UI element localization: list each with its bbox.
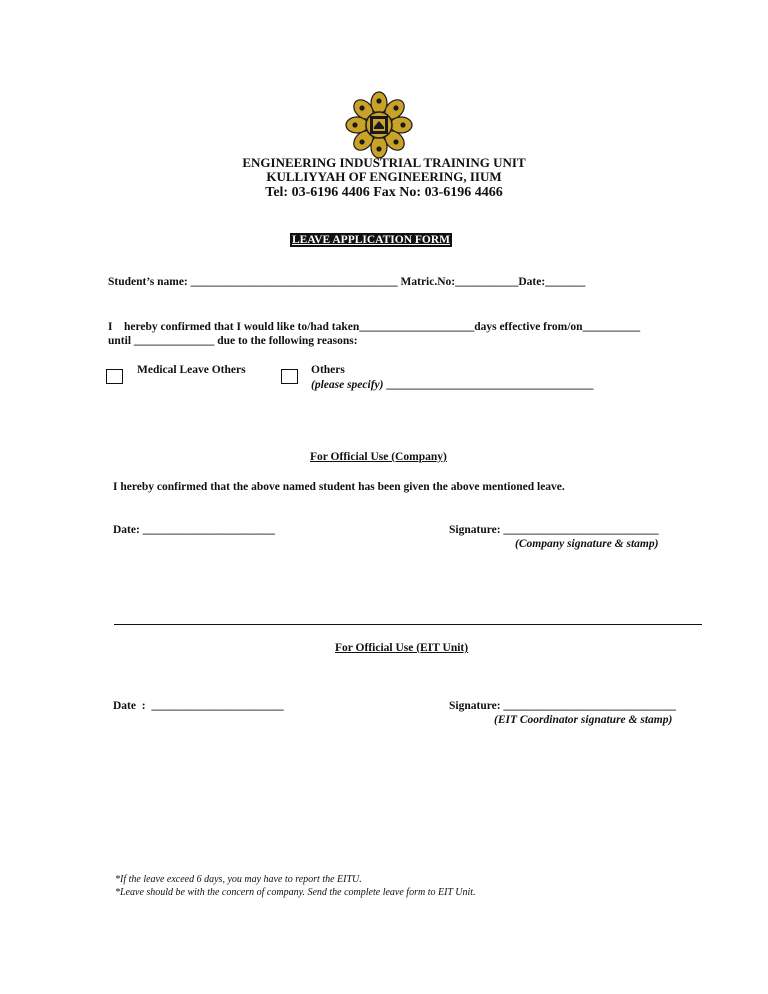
- specify-blank[interactable]: ____________________________________: [383, 379, 594, 391]
- company-date-field[interactable]: Date: _______________________: [113, 524, 275, 536]
- faculty-name: KULLIYYAH OF ENGINEERING, IIUM: [266, 169, 502, 184]
- company-statement: I hereby confirmed that the above named student has been given the above mentioned leave.: [113, 481, 565, 493]
- eit-date-field[interactable]: Date : _______________________: [113, 700, 284, 712]
- iium-logo: [344, 90, 414, 160]
- others-label: Others: [311, 364, 345, 376]
- section-divider: [114, 624, 702, 625]
- unit-name: ENGINEERING INDUSTRIAL TRAINING UNIT: [242, 155, 526, 170]
- student-details-line: Student’s name: ____________________________________ Matric.No:___________Date:_______: [108, 276, 586, 288]
- company-signature-note: (Company signature & stamp): [515, 538, 659, 550]
- company-section-heading: For Official Use (Company): [310, 451, 447, 463]
- company-signature-field[interactable]: Signature: ___________________________: [449, 524, 659, 536]
- contact-info: Tel: 03-6196 4406 Fax No: 03-6196 4466: [265, 185, 503, 200]
- medical-leave-checkbox[interactable]: [106, 369, 123, 384]
- medical-leave-label: Medical Leave Others: [137, 364, 246, 376]
- specify-label: (please specify): [311, 379, 384, 391]
- form-title: LEAVE APPLICATION FORM: [292, 234, 451, 246]
- footnote-2: *Leave should be with the concern of company. Send the complete leave form to EIT Unit.: [115, 887, 476, 898]
- specify-row: [311, 379, 593, 391]
- eit-signature-field[interactable]: Signature: ______________________________: [449, 700, 676, 712]
- footnote-1: *If the leave exceed 6 days, you may have to report the EITU.: [115, 874, 362, 885]
- others-checkbox[interactable]: [281, 369, 298, 384]
- eit-signature-note: (EIT Coordinator signature & stamp): [494, 714, 673, 726]
- confirm-line-2: until ______________ due to the following reasons:: [108, 335, 358, 347]
- eit-section-heading: For Official Use (EIT Unit): [335, 642, 469, 654]
- confirm-line-1: I hereby confirmed that I would like to/had taken____________________days effective from/on__________: [108, 321, 641, 333]
